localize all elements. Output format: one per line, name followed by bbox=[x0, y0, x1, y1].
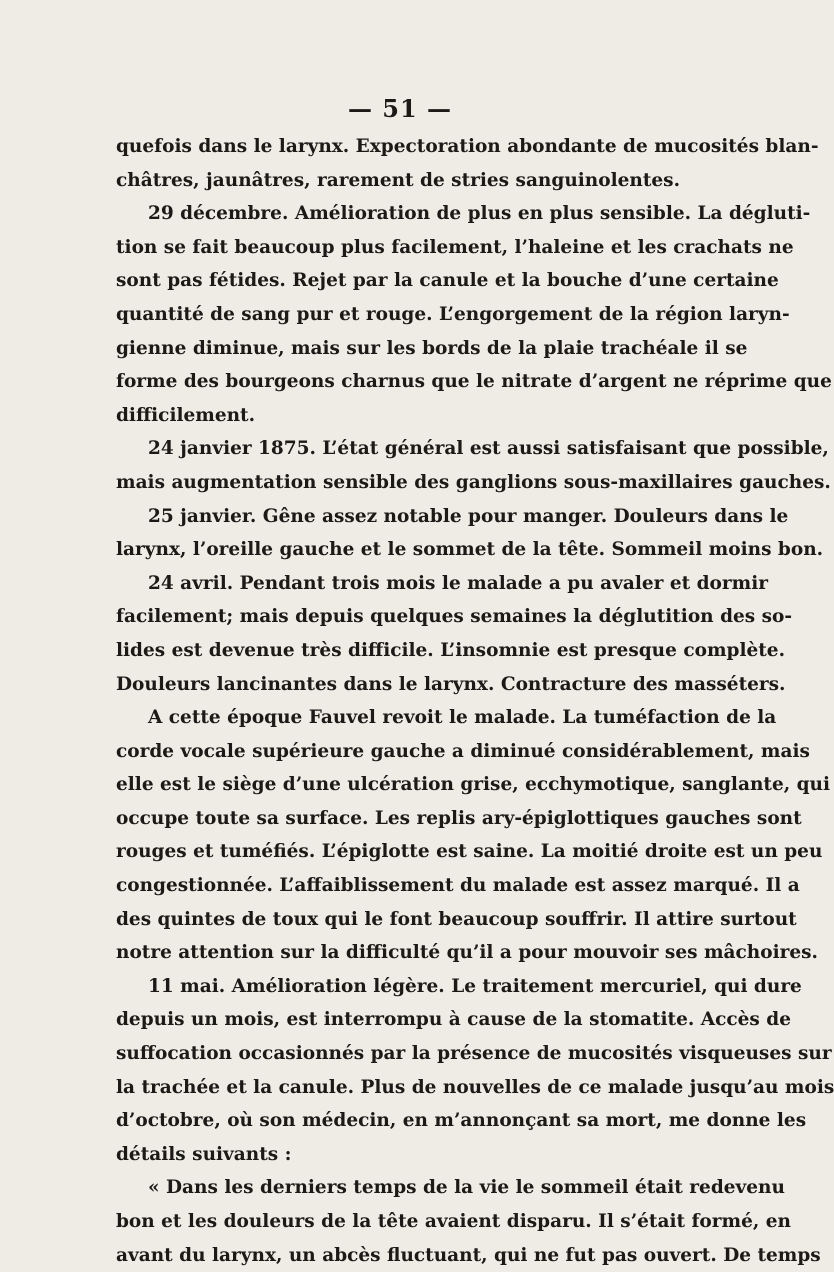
page-number: — 51 — bbox=[347, 94, 453, 123]
text-line: larynx, l’oreille gauche et le sommet de la tête. Sommeil moins bon. bbox=[116, 539, 824, 561]
text-line: sont pas fétides. Rejet par la canule et la bouche d’une certaine bbox=[116, 270, 779, 292]
text-line: châtres, jaunâtres, rarement de stries sanguinolentes. bbox=[116, 169, 681, 191]
text-line: congestionnée. L’affaiblissement du malade est assez marqué. Il a bbox=[116, 875, 800, 897]
text-line: corde vocale supérieure gauche a diminué considérablement, mais bbox=[116, 740, 810, 762]
text-line: occupe toute sa surface. Les replis ary-épiglottiques gauches sont bbox=[116, 807, 802, 829]
text-line: difficilement. bbox=[116, 404, 256, 426]
text-line: suffocation occasionnés par la présence de mucosités visqueuses sur bbox=[116, 1043, 832, 1065]
text-line: la trachée et la canule. Plus de nouvelles de ce malade jusqu’au mois bbox=[116, 1076, 834, 1098]
text-line: Douleurs lancinantes dans le larynx. Contracture des masséters. bbox=[116, 673, 786, 695]
text-line: 24 avril. Pendant trois mois le malade a pu avaler et dormir bbox=[148, 572, 768, 594]
text-line: facilement; mais depuis quelques semaines la déglutition des so- bbox=[116, 606, 793, 628]
text-line: 29 décembre. Amélioration de plus en plus sensible. La dégluti- bbox=[148, 203, 811, 225]
text-line: quefois dans le larynx. Expectoration abondante de mucosités blan- bbox=[116, 136, 819, 157]
text-line: gienne diminue, mais sur les bords de la plaie trachéale il se bbox=[116, 337, 748, 359]
text-line: notre attention sur la difficulté qu’il a pour mouvoir ses mâchoires. bbox=[116, 942, 818, 964]
text-line: bon et les douleurs de la tête avaient disparu. Il s’était formé, en bbox=[116, 1211, 791, 1232]
text-line: forme des bourgeons charnus que le nitrate d’argent ne réprime que bbox=[116, 371, 832, 393]
text-line: d’octobre, où son médecin, en m’annonçant sa mort, me donne les bbox=[116, 1110, 807, 1132]
text-line: depuis un mois, est interrompu à cause de la stomatite. Accès de bbox=[116, 1009, 791, 1031]
body-text bbox=[116, 130, 834, 1272]
text-line: lides est devenue très difficile. L’insomnie est presque complète. bbox=[116, 639, 786, 661]
text-line: 11 mai. Amélioration légère. Le traitement mercuriel, qui dure bbox=[148, 975, 802, 997]
text-line: rouges et tuméfiés. L’épiglotte est saine. La moitié droite est un peu bbox=[116, 841, 823, 863]
text-line: 25 janvier. Gêne assez notable pour manger. Douleurs dans le bbox=[148, 505, 789, 527]
text-line: quantité de sang pur et rouge. L’engorgement de la région laryn- bbox=[116, 303, 790, 325]
text-line: elle est le siège d’une ulcération grise, ecchymotique, sanglante, qui bbox=[116, 774, 831, 796]
text-line: mais augmentation sensible des ganglions sous-maxillaires gauches. bbox=[116, 471, 831, 493]
text-line: tion se fait beaucoup plus facilement, l’haleine et les crachats ne bbox=[116, 236, 794, 258]
text-line: « Dans les derniers temps de la vie le sommeil était redevenu bbox=[148, 1177, 785, 1199]
text-line: avant du larynx, un abcès fluctuant, qui ne fut pas ouvert. De temps bbox=[116, 1244, 821, 1266]
text-line: A cette époque Fauvel revoit le malade. La tuméfaction de la bbox=[148, 707, 777, 729]
text-line: détails suivants : bbox=[116, 1143, 292, 1165]
text-line: 24 janvier 1875. L’état général est aussi satisfaisant que possible, bbox=[148, 438, 829, 460]
text-line: des quintes de toux qui le font beaucoup souffrir. Il attire surtout bbox=[116, 908, 797, 930]
